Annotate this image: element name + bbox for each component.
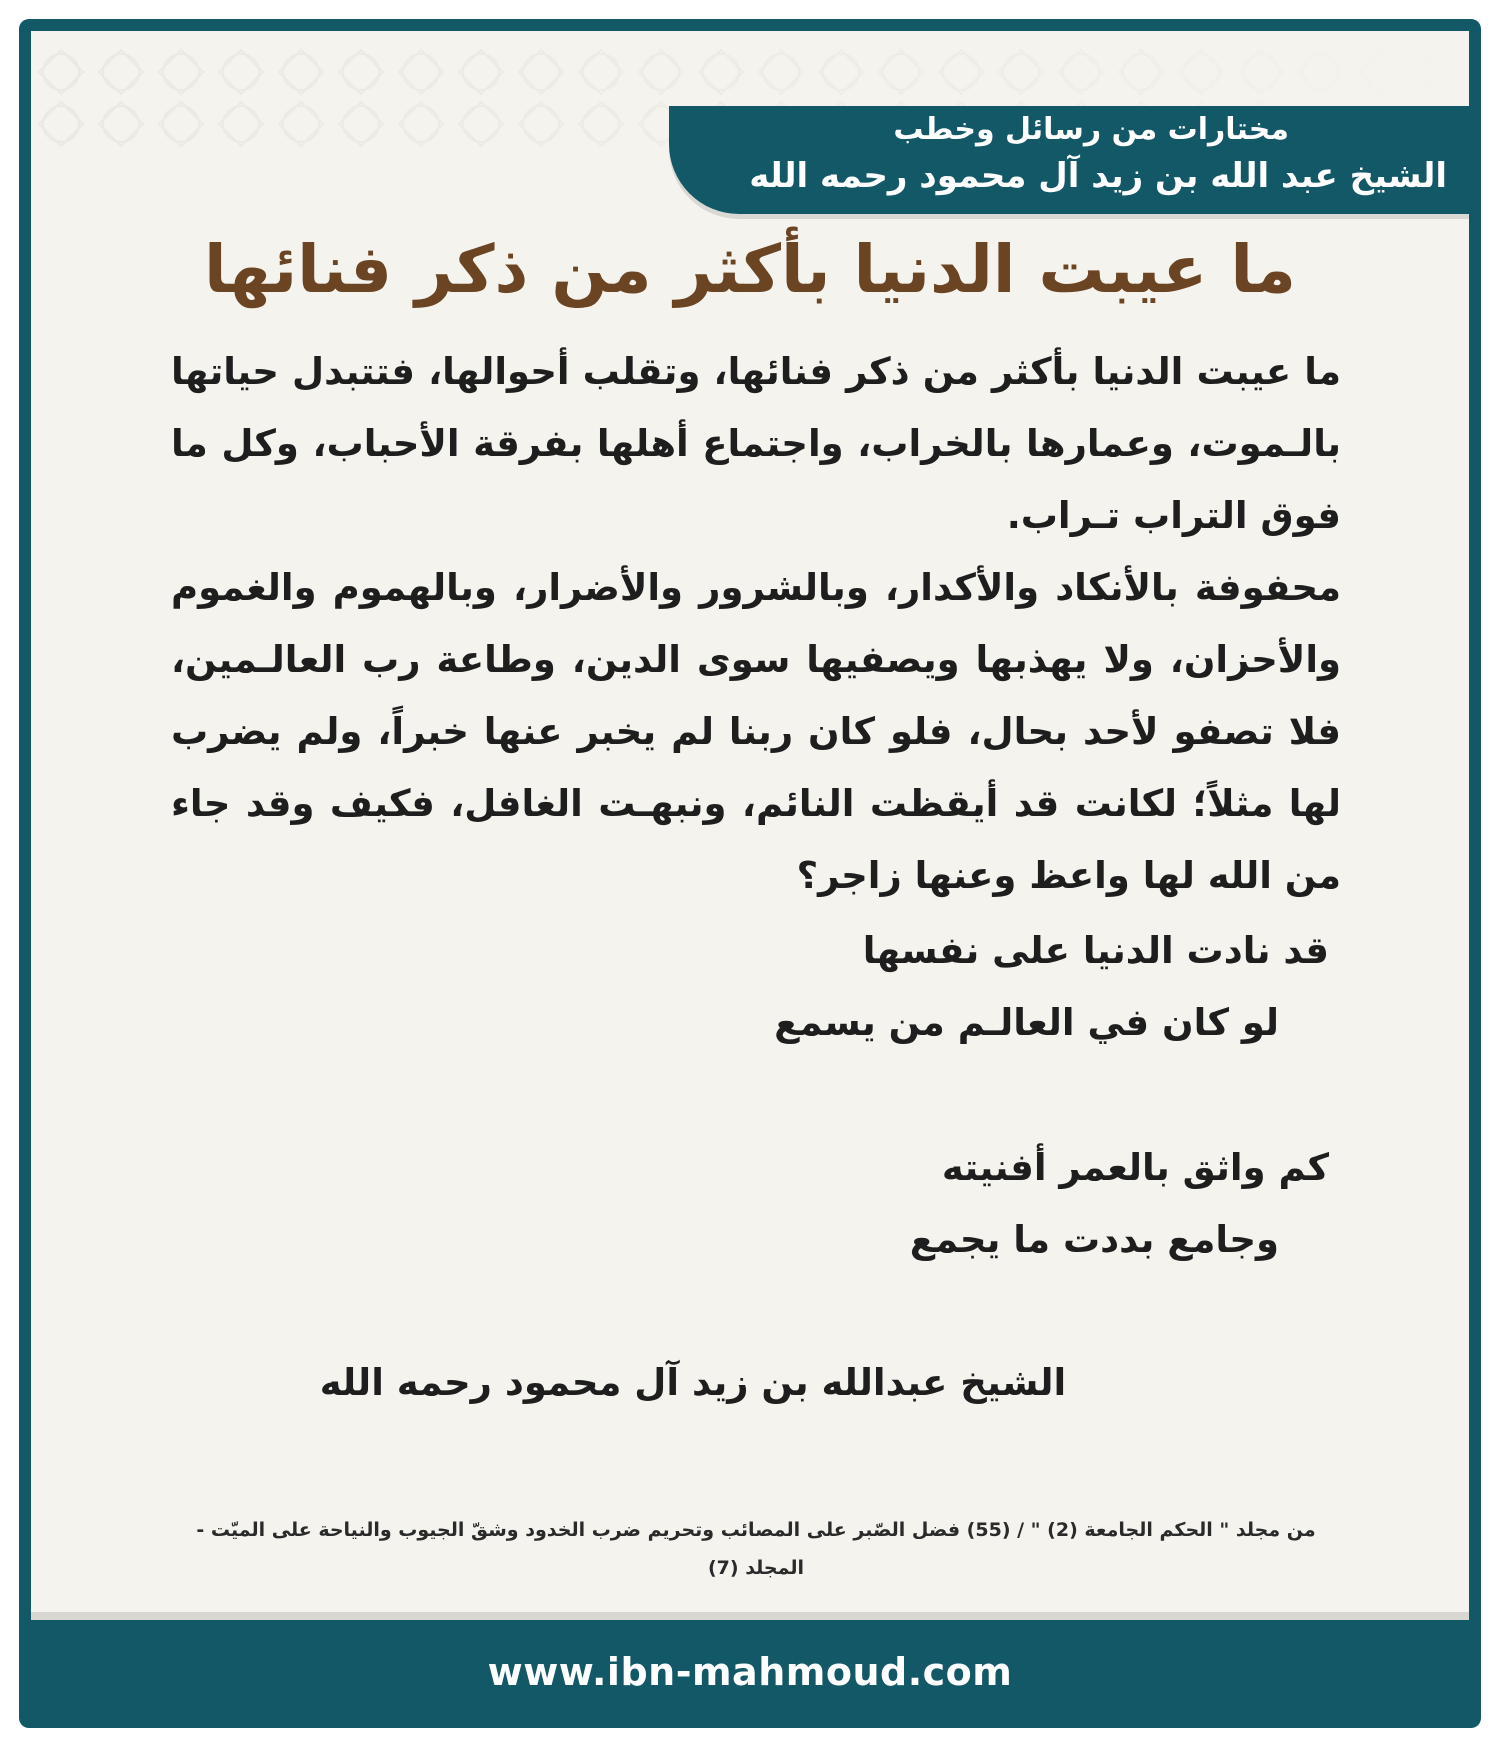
signature-block: [31, 1361, 1469, 1404]
verse-line-1: قد نادت الدنيا على نفسها: [862, 929, 1329, 972]
paragraph-2: محفوفة بالأنكاد والأكدار، وبالشرور والأضرار، وبالهموم والغموم والأحزان، ولا يهذبها ويصفيها سوى الدين، وطاعة رب العالـمين، فلا تصفو لأحد بحال، فلو كان ربنا لم يخبر عنها خبراً، ولم يضرب لها مثلاً؛ لكانت قد أيقظت النائم، ونبهـت الغافل، فكيف وقد جاء من الله لها واعظ وعنها زاجر؟: [171, 566, 1341, 897]
header-banner: [669, 106, 1469, 214]
verse-line-3: كم واثق بالعمر أفنيته: [941, 1146, 1329, 1189]
signature: الشيخ عبدالله بن زيد آل محمود رحمه الله: [319, 1361, 1067, 1404]
verse-line-4: وجامع بددت ما يجمع: [909, 1218, 1279, 1261]
verse-line-2: لو كان في العالـم من يسمع: [774, 1001, 1279, 1044]
source-citation: من مجلد " الحكم الجامعة (2) " / (55) فضل الصّبر على المصائب وتحريم ضرب الخدود وشقّ الجيوب والنياحة على الميّت - المجلد (7): [196, 1519, 1316, 1579]
content-panel: [31, 31, 1469, 1620]
header-author: الشيخ عبد الله بن زيد آل محمود رحمه الله: [749, 156, 1447, 196]
header-subtitle: مختارات من رسائل وخطب: [893, 112, 1289, 147]
article-body: [171, 336, 1341, 912]
article-title: ما عيبت الدنيا بأكثر من ذكر فنائها: [204, 231, 1296, 308]
paragraph-1: ما عيبت الدنيا بأكثر من ذكر فنائها، وتقلب أحوالها، فتتبدل حياتها بالـموت، وعمارها بالخراب، واجتماع أهلها بفرقة الأحباب، وكل ما فوق التراب تـراب.: [171, 350, 1341, 537]
panel-shadow: [31, 1612, 1469, 1620]
website-link[interactable]: www.ibn-mahmoud.com: [487, 1650, 1013, 1694]
